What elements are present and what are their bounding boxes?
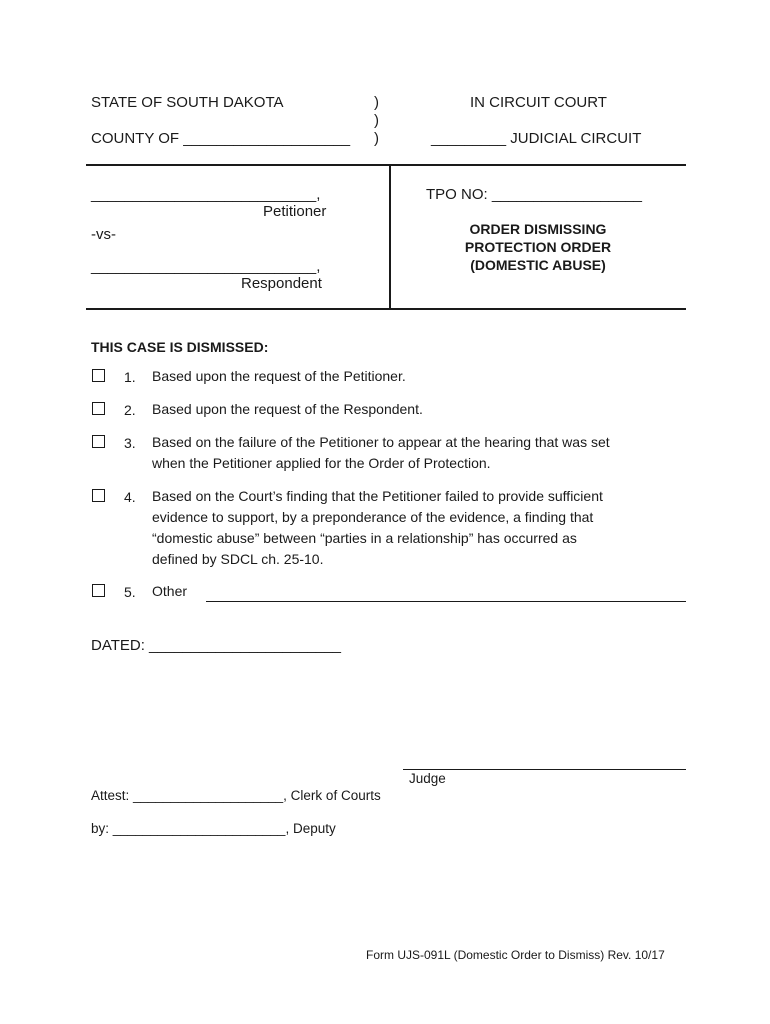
dated-line: DATED: _______________________ <box>91 637 341 654</box>
deputy-line: by: _______________________, Deputy <box>91 821 336 836</box>
judge-signature-line[interactable] <box>403 769 686 770</box>
reason-2-checkbox[interactable] <box>92 402 105 415</box>
reason-3-number: 3. <box>124 435 136 451</box>
respondent-label: Respondent <box>241 275 322 292</box>
order-title-line-2: PROTECTION ORDER <box>464 239 612 255</box>
form-footer: Form UJS-091L (Domestic Order to Dismiss) Rev. 10/17 <box>366 948 665 962</box>
caption-paren-1: ) <box>374 94 379 111</box>
reason-4-text-line-4: defined by SDCL ch. 25-10. <box>152 551 324 567</box>
caption-divider <box>389 164 391 310</box>
reason-5-checkbox[interactable] <box>92 584 105 597</box>
dismissed-heading: THIS CASE IS DISMISSED: <box>91 339 269 355</box>
respondent-name-line: ___________________________, <box>91 258 321 275</box>
petitioner-label: Petitioner <box>263 203 327 220</box>
other-reason-field[interactable] <box>206 601 686 602</box>
reason-1-text: Based upon the request of the Petitioner. <box>152 368 406 384</box>
reason-1-number: 1. <box>124 369 136 385</box>
county-label: COUNTY OF ____________________ <box>91 130 351 147</box>
state-label: STATE OF SOUTH DAKOTA <box>91 94 284 111</box>
versus-label: -vs- <box>91 226 116 243</box>
reason-4-checkbox[interactable] <box>92 489 105 502</box>
reason-3-text-line-1: Based on the failure of the Petitioner to appear at the hearing that was set <box>152 434 610 450</box>
order-title-line-3: (DOMESTIC ABUSE) <box>470 257 606 273</box>
reason-5-number: 5. <box>124 584 136 600</box>
reason-4-text-line-1: Based on the Court’s finding that the Petitioner failed to provide sufficient <box>152 488 603 504</box>
caption-top-rule <box>86 164 686 166</box>
reason-4-number: 4. <box>124 489 136 505</box>
judicial-circuit-label: _________ JUDICIAL CIRCUIT <box>431 130 642 147</box>
petitioner-name-line: ___________________________, <box>91 186 321 203</box>
reason-3-text-line-2: when the Petitioner applied for the Order of Protection. <box>152 455 491 471</box>
reason-2-number: 2. <box>124 402 136 418</box>
caption-bottom-rule <box>86 308 686 310</box>
judge-label: Judge <box>409 771 446 786</box>
tpo-number: TPO NO: __________________ <box>426 186 642 203</box>
reason-4-text-line-3: “domestic abuse” between “parties in a relationship” has occurred as <box>152 530 577 546</box>
caption-paren-3: ) <box>374 130 379 147</box>
reason-1-checkbox[interactable] <box>92 369 105 382</box>
order-title-line-1: ORDER DISMISSING <box>469 221 607 237</box>
court-label: IN CIRCUIT COURT <box>470 94 607 111</box>
caption-paren-2: ) <box>374 112 379 129</box>
reason-4-text-line-2: evidence to support, by a preponderance of the evidence, a finding that <box>152 509 594 525</box>
attest-line: Attest: ____________________, Clerk of Courts <box>91 788 381 803</box>
reason-3-checkbox[interactable] <box>92 435 105 448</box>
reason-2-text: Based upon the request of the Respondent. <box>152 401 423 417</box>
reason-5-text: Other <box>152 583 188 599</box>
